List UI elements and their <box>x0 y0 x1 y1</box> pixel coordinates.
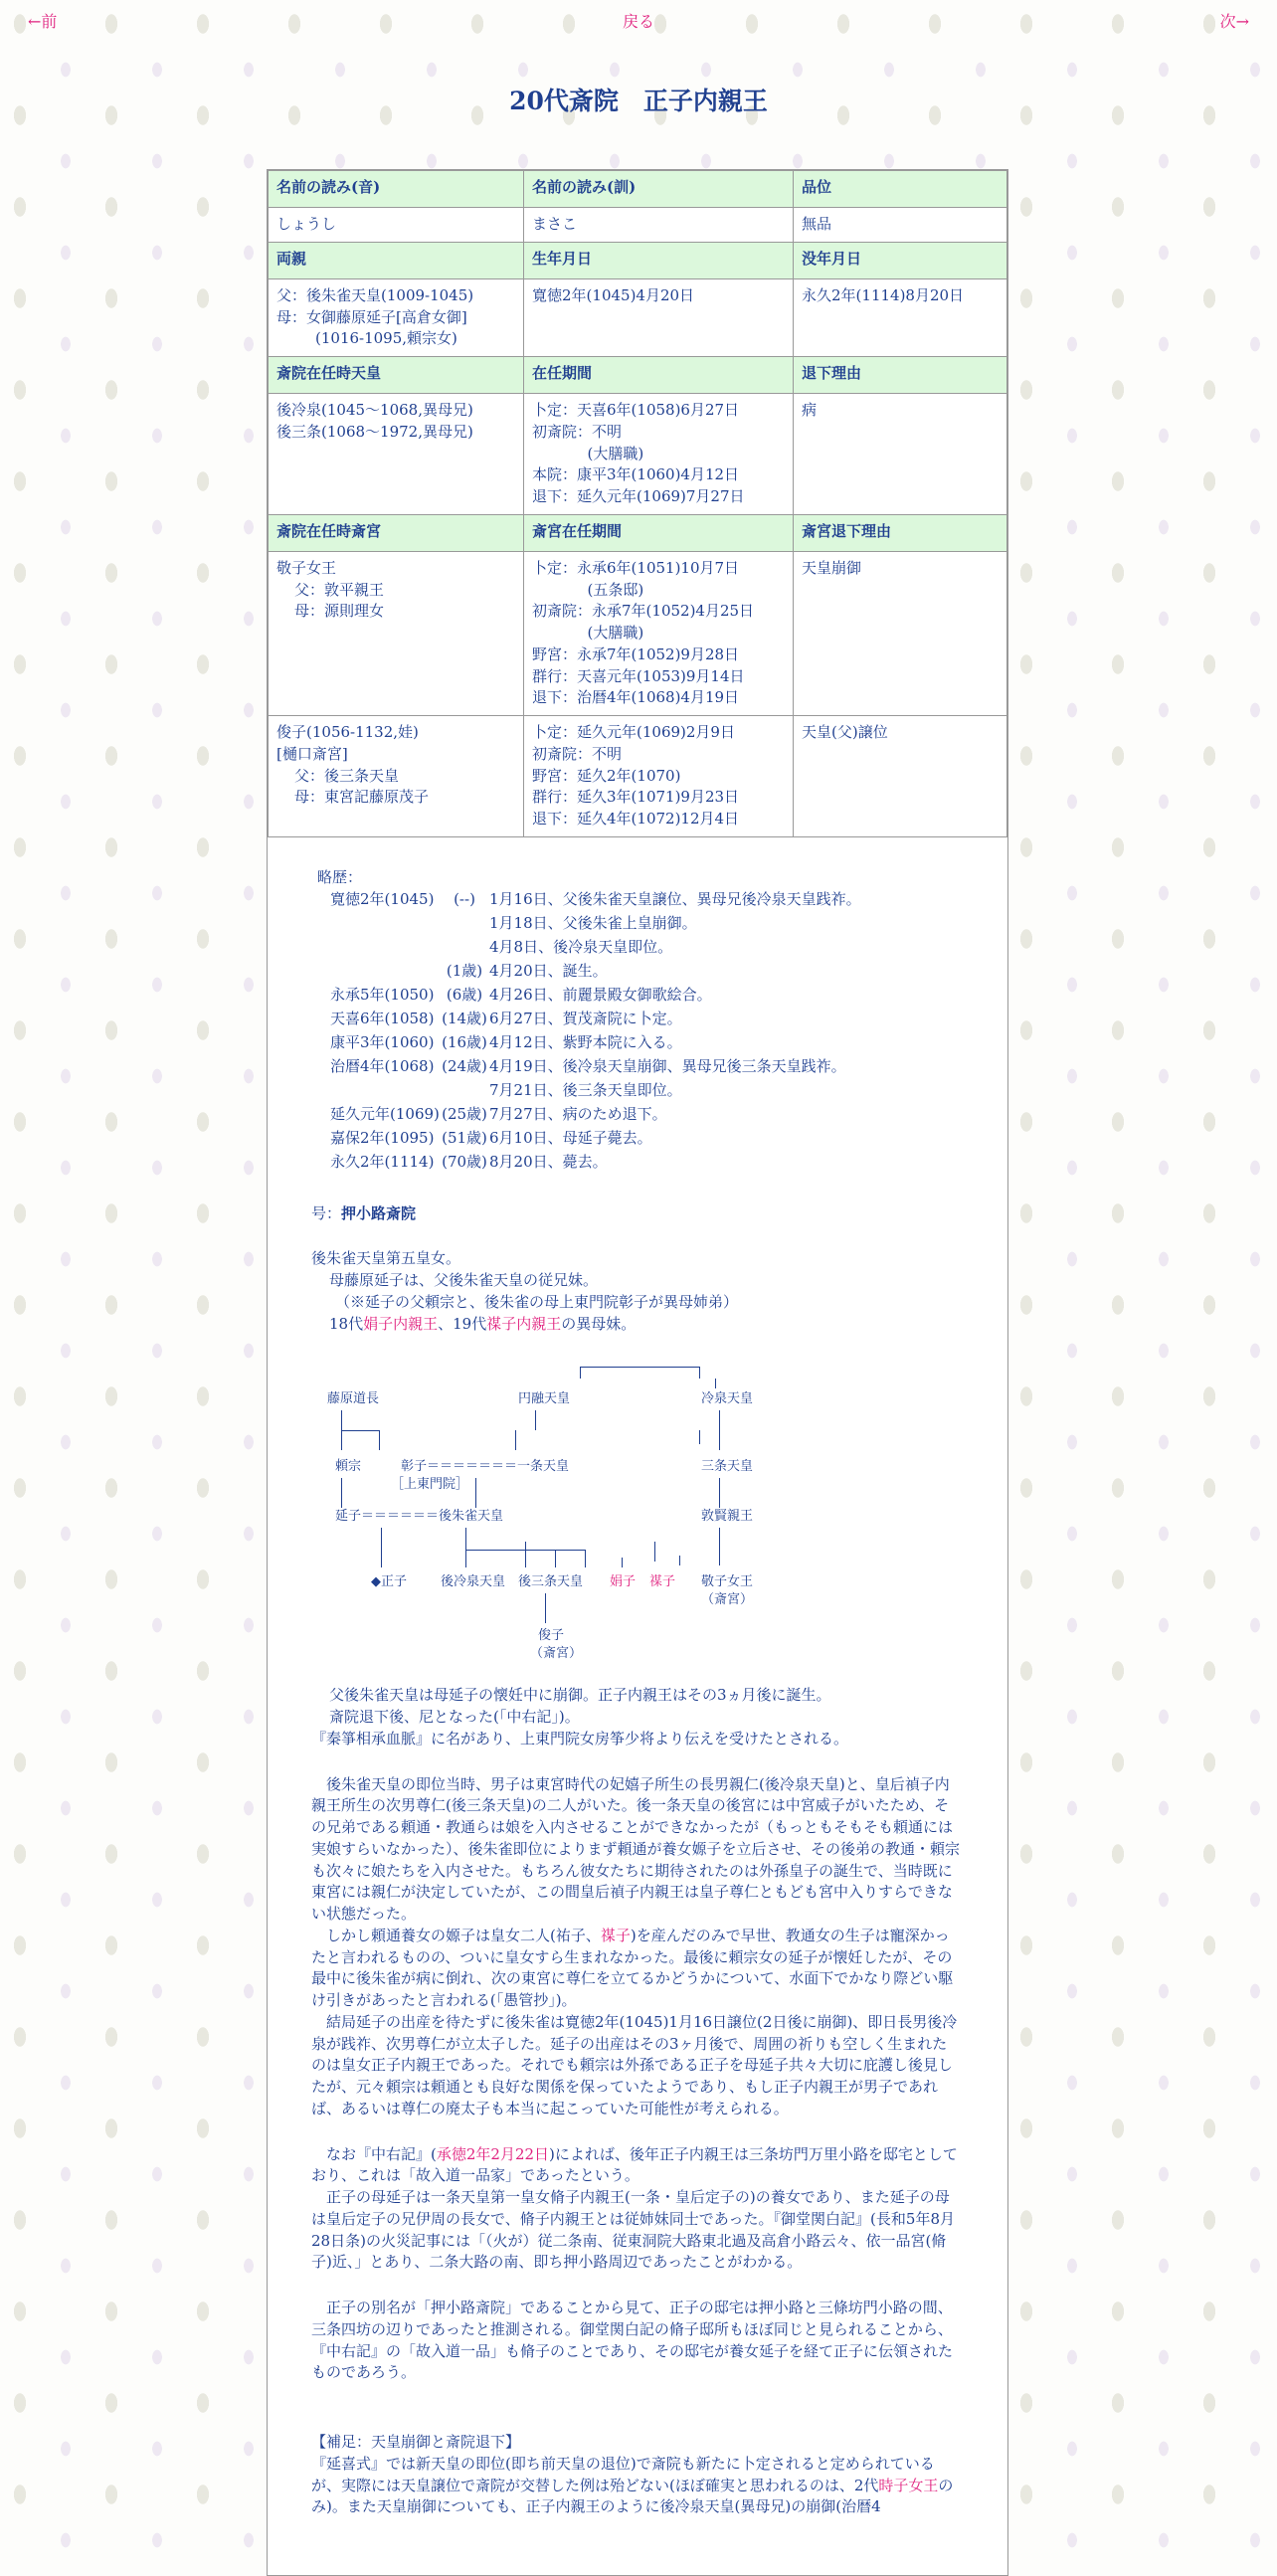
career-row <box>315 985 1007 1009</box>
cell-line: 野宮：永承7年(1052)9月28日 <box>532 644 740 663</box>
cell-line: 敬子女王 <box>276 558 337 577</box>
tree-yorimune: 頼宗 <box>335 1459 362 1475</box>
header-cell: 在任期間 <box>524 357 794 394</box>
cell-line: 後三条(1068～1972,異母兄) <box>276 422 473 441</box>
header-cell: 両親 <box>269 242 524 278</box>
intro-text: の異母妹。 <box>561 1314 637 1333</box>
header-cell: 名前の読み(訓) <box>524 171 794 208</box>
tree-atsuhira: 敦賢親王 <box>701 1509 754 1525</box>
cell-line: 野宮：延久2年(1070) <box>532 766 681 785</box>
table-cell <box>269 551 524 715</box>
career-row <box>315 1080 1007 1104</box>
header-cell: 斎宮退下理由 <box>794 514 1007 551</box>
tree-goreizei: 後冷泉天皇 <box>441 1574 506 1590</box>
body-text-span: 『延喜式』では新天皇の即位(即ち前天皇の退位)で斎院も新たに卜定されると定められているが、実際には天皇譲位で斎院が交替した例は殆どない(ほぼ確実と思われるのは、2代 <box>311 2454 935 2494</box>
tree-kenshi[interactable]: 娟子 <box>610 1574 637 1590</box>
intro-line: 母藤原延子は、父後朱雀天皇の従兄妹。 <box>329 1271 599 1289</box>
tree-gosanjo: 後三条天皇 <box>518 1574 584 1590</box>
cell-line: 母：女御藤原延子[高倉女御] <box>276 307 467 326</box>
cell-line: 後冷泉(1045～1068,異母兄) <box>276 401 473 419</box>
body-text-span: )を産んだのみで早世、教通女の生子は寵深かったと言われるものの、ついに皇女すら生まれなかった。最後に頼宗女の延子が懐妊したが、その最中に後朱雀が病に倒れ、次の東宮に尊仁を立てるかどうかについて、水面下でかなり際どい駆け引きがあったと言われる(「愚管抄」)。 <box>311 1926 954 2009</box>
career-row <box>315 913 1007 937</box>
alias-name: 押小路斎院 <box>341 1203 417 1222</box>
tree-enshi: 延子＝＝＝＝＝＝後朱雀天皇 <box>335 1509 504 1525</box>
body-paragraph: 結局延子の出産を待たずに後朱雀は寛徳2年(1045)1月16日譲位(2日後に崩御)、即日長男後冷泉が践祚、次男尊仁が立太子した。延子の出産はその3ヶ月後で、周囲の祈りも空しく生まれたのは皇女正子内親王であった。それでも頼宗は外孫である正子を母延子共々大切に庇護し後見したが、元々頼宗は頼通とも良好な関係を保っていたようであり、もし正子内親王が男子であれば、あるいは尊仁の廃太子も本当に起こっていた可能性が考えられる。 <box>311 2012 958 2117</box>
intro-section <box>311 1248 962 1335</box>
career-row <box>315 1152 1007 1176</box>
table-row <box>269 716 1007 837</box>
body-line: 『秦箏相承血脈』に名があり、上東門院女房筝少将より伝えを受けたとされる。 <box>311 1729 849 1748</box>
career-age <box>440 937 489 961</box>
table-cell <box>524 394 794 515</box>
career-age: (--) <box>454 889 475 908</box>
career-age <box>440 913 489 937</box>
career-row <box>315 961 1007 985</box>
info-table <box>268 170 1007 837</box>
family-tree <box>311 1357 1007 1685</box>
career-event: 6月10日、母延子薨去。 <box>489 1128 652 1147</box>
table-cell: まさこ <box>524 208 794 243</box>
career-age: (24歳) <box>442 1056 487 1075</box>
career-date: 永承5年(1050) <box>330 985 435 1004</box>
cell-line: 本院：康平3年(1060)4月12日 <box>532 465 740 484</box>
back-link[interactable]: 戻る <box>623 12 655 31</box>
cell-line: 卜定：延久元年(1069)2月9日 <box>532 723 735 741</box>
prev-link[interactable]: ←前 <box>28 12 58 31</box>
career-row <box>315 1056 1007 1080</box>
cell-line: 初斎院：不明 <box>532 422 623 441</box>
header-row <box>269 357 1007 394</box>
career-age: (14歳) <box>442 1009 487 1027</box>
career-row <box>315 1009 1007 1032</box>
tree-reizei: 冷泉天皇 <box>701 1391 754 1407</box>
career-event: 4月26日、前麗景殿女御歌絵合。 <box>489 985 712 1004</box>
body-text-span: のみ)。また天皇崩御についても、正子内親王のように後冷泉天皇(異母兄)の崩御(治暦4 <box>311 2476 954 2516</box>
header-cell: 斎院在任時斎宮 <box>269 514 524 551</box>
header-cell: 斎宮在任期間 <box>524 514 794 551</box>
career-event: 7月27日、病のため退下。 <box>489 1104 667 1123</box>
career-age: (25歳) <box>442 1104 487 1123</box>
alias-label: 号： <box>311 1203 342 1222</box>
career-row <box>315 889 1007 913</box>
main-panel <box>267 169 1008 2576</box>
tree-sanjo: 三条天皇 <box>701 1459 754 1475</box>
career-date: 嘉保2年(1095) <box>330 1128 435 1147</box>
cell-line: 群行：延久3年(1071)9月23日 <box>532 788 740 807</box>
table-cell: 病 <box>794 394 1007 515</box>
body-paragraph <box>311 2144 962 2188</box>
tree-baishi[interactable]: 禖子 <box>649 1574 676 1590</box>
cell-line: 退下：治暦4年(1068)4月19日 <box>532 688 740 707</box>
career-age: (16歳) <box>442 1032 487 1051</box>
body-line: 父後朱雀天皇は母延子の懐妊中に崩御。正子内親王はその3ヵ月後に誕生。 <box>329 1686 831 1705</box>
header-cell: 生年月日 <box>524 242 794 278</box>
cell-line: (大膳職) <box>587 444 644 462</box>
table-cell <box>524 716 794 837</box>
tokiko-link[interactable]: 時子女王 <box>878 2476 939 2494</box>
body-paragraph: 後朱雀天皇の即位当時、男子は東宮時代の妃嬉子所生の長男親仁(後冷泉天皇)と、皇后禎子内親王所生の次男尊仁(後三条天皇)の二人がいた。後一条天皇の後宮には中宮威子がいたため、その兄弟である頼通・教通らは娘を入内させることができなかったが（もっともそもそも頼通には実娘すらいなかった）、後朱雀即位によりまず頼通が養女嫄子を立后させ、その後弟の教通・頼宗も次々に娘たちを入内させた。もちろん彼女たちに期待されたのは外孫皇子の誕生で、当時既に東宮には親仁が決定していたが、この間皇后禎子内親王は皇子尊仁ともども宮中入りすらできない状態だった。 <box>311 1774 961 1923</box>
career-event: 1月18日、父後朱雀上皇崩御。 <box>489 913 697 932</box>
cell-line: 母：源則理女 <box>294 602 385 621</box>
supplement-heading: 【補足：天皇崩御と斎院退下】 <box>311 2433 521 2451</box>
career-event: 1月16日、父後朱雀天皇譲位、異母兄後冷泉天皇践祚。 <box>489 889 861 908</box>
tree-michinaga: 藤原道長 <box>327 1391 380 1407</box>
table-row <box>269 551 1007 715</box>
churyuki-date-link[interactable]: 承徳2年2月22日 <box>436 2144 550 2163</box>
table-cell: 天皇(父)譲位 <box>794 716 1007 837</box>
career-date: 延久元年(1069) <box>330 1104 440 1123</box>
cell-line: 父：敦平親王 <box>294 580 385 599</box>
table-cell <box>269 278 524 356</box>
intro-line <box>311 1314 962 1336</box>
body-line: 斎院退下後、尼となった(「中右記」)。 <box>329 1708 580 1726</box>
table-cell <box>269 394 524 515</box>
body-paragraph <box>311 2454 962 2518</box>
career-age: (70歳) <box>442 1152 487 1171</box>
career-event: 4月12日、紫野本院に入る。 <box>489 1032 682 1051</box>
career-date: 寛徳2年(1045) <box>330 889 435 908</box>
career-event: 4月8日、後冷泉天皇即位。 <box>489 937 673 956</box>
career-event: 4月20日、誕生。 <box>489 961 608 980</box>
tree-keishi-note: （斎宮） <box>701 1592 754 1608</box>
cell-line: 俊子(1056-1132,娃) <box>276 723 419 741</box>
table-cell: 永久2年(1114)8月20日 <box>794 278 1007 356</box>
baishi-link[interactable]: 禖子内親王 <box>486 1314 562 1333</box>
header-row <box>269 514 1007 551</box>
career-row <box>315 1104 1007 1128</box>
tree-masako: ◆正子 <box>371 1574 407 1590</box>
career-date: 天喜6年(1058) <box>330 1009 435 1027</box>
kenshi-link[interactable]: 娟子内親王 <box>363 1314 439 1333</box>
cell-line: 卜定：永承6年(1051)10月7日 <box>532 558 740 577</box>
tree-jotomon: ［上東門院］ <box>391 1477 469 1493</box>
alias-line <box>311 1203 1007 1225</box>
cell-line: 父：後三条天皇 <box>294 766 400 785</box>
table-cell: しょうし <box>269 208 524 243</box>
body-paragraph: 正子の母延子は一条天皇第一皇女脩子内親王(一条・皇后定子の)の養女であり、また延子の母は皇后定子の兄伊周の長女で、脩子内親王とは従姉妹同士であった。『御堂関白記』(長和5年8月28日条)の火災記事には「（火が）従二条南、従東洞院大路東北過及高倉小路云々、依一品宮(脩子)近、」とあり、二条大路の南、即ち押小路周辺であったことがわかる。 <box>311 2188 955 2272</box>
career-age: (51歳) <box>442 1128 487 1147</box>
cell-line: (大膳職) <box>587 624 644 642</box>
intro-line: 後朱雀天皇第五皇女。 <box>311 1249 461 1268</box>
header-cell: 品位 <box>794 171 1007 208</box>
career-date <box>315 1080 440 1104</box>
table-row <box>269 394 1007 515</box>
career-age: (1歳) <box>446 961 483 980</box>
cell-line: (五条邸) <box>587 580 644 599</box>
career-date: 康平3年(1060) <box>330 1032 435 1051</box>
cell-line: 退下：延久元年(1069)7月27日 <box>532 487 745 505</box>
career-row <box>315 1032 1007 1056</box>
career-date: 治暦4年(1068) <box>330 1056 435 1075</box>
career-age: (6歳) <box>446 985 483 1004</box>
career-age <box>440 1080 489 1104</box>
table-cell <box>524 551 794 715</box>
cell-line: 群行：天喜元年(1053)9月14日 <box>532 666 745 685</box>
body-paragraph <box>311 1926 962 2012</box>
career-row <box>315 1128 1007 1152</box>
career-date <box>315 913 440 937</box>
tree-shunshi-note: （斎宮） <box>530 1646 583 1662</box>
header-row <box>269 242 1007 278</box>
table-row <box>269 208 1007 243</box>
cell-line: 初斎院：不明 <box>532 744 623 763</box>
header-cell: 斎院在任時天皇 <box>269 357 524 394</box>
intro-line: （※延子の父頼宗と、後朱雀の母上東門院彰子が異母姉弟） <box>335 1292 739 1311</box>
table-cell: 天皇崩御 <box>794 551 1007 715</box>
header-cell: 名前の読み(音) <box>269 171 524 208</box>
career-date: 永久2年(1114) <box>330 1152 435 1171</box>
intro-text: 18代 <box>329 1314 364 1333</box>
career-event: 6月27日、賀茂斎院に卜定。 <box>489 1009 682 1027</box>
header-row <box>269 171 1007 208</box>
tree-shunshi: 俊子 <box>538 1628 565 1644</box>
career-event: 4月19日、後冷泉天皇崩御、異母兄後三条天皇践祚。 <box>489 1056 846 1075</box>
table-cell <box>269 716 524 837</box>
table-cell: 寛徳2年(1045)4月20日 <box>524 278 794 356</box>
tree-shoshi: 彰子＝＝＝＝＝＝＝一条天皇 <box>401 1459 570 1475</box>
next-link[interactable]: 次→ <box>1219 12 1249 31</box>
cell-line: 母：東宮記藤原茂子 <box>294 788 430 807</box>
tree-keishi: 敬子女王 <box>701 1574 754 1590</box>
header-cell: 没年月日 <box>794 242 1007 278</box>
career-date <box>315 961 440 985</box>
career-date <box>315 937 440 961</box>
cell-line: (1016-1095,頼宗女) <box>315 329 457 348</box>
career-section <box>315 867 1007 1176</box>
cell-line: 初斎院：永承7年(1052)4月25日 <box>532 602 755 621</box>
cell-line: 卜定：天喜6年(1058)6月27日 <box>532 401 740 419</box>
career-title: 略歴： <box>317 867 363 886</box>
cell-line: 父：後朱雀天皇(1009-1045) <box>276 285 474 304</box>
cell-line: 退下：延久4年(1072)12月4日 <box>532 810 740 828</box>
cell-line: [樋口斎宮] <box>276 744 348 763</box>
baishi-link-2[interactable]: 禖子 <box>600 1926 631 1944</box>
career-event: 8月20日、薨去。 <box>489 1152 608 1171</box>
table-row <box>269 278 1007 356</box>
table-cell: 無品 <box>794 208 1007 243</box>
header-cell: 退下理由 <box>794 357 1007 394</box>
page-title: 20代斎院 正子内親王 <box>509 87 768 115</box>
body-text <box>311 1685 962 2518</box>
body-text-span: なお『中右記』( <box>326 2144 437 2163</box>
body-text-span: しかし頼通養女の嫄子は皇女二人(祐子、 <box>326 1926 601 1944</box>
body-text-span: )によれば、後年正子内親王は三条坊門万里小路を邸宅としており、これは「故入道一品家」であったという。 <box>311 2144 958 2185</box>
career-list <box>315 889 1007 1176</box>
intro-text: 、19代 <box>438 1314 487 1333</box>
career-event: 7月21日、後三条天皇即位。 <box>489 1080 682 1099</box>
tree-enyu: 円融天皇 <box>518 1391 571 1407</box>
career-row <box>315 937 1007 961</box>
body-paragraph: 正子の別名が「押小路斎院」であることから見て、正子の邸宅は押小路と三條坊門小路の間、三条四坊の辺りであったと推測される。御堂関白記の脩子邸所もほぼ同じと見られることから、『中右記』の「故入道一品」も脩子のことであり、その邸宅が養女延子を経て正子に伝領されたものであろう。 <box>311 2299 954 2382</box>
